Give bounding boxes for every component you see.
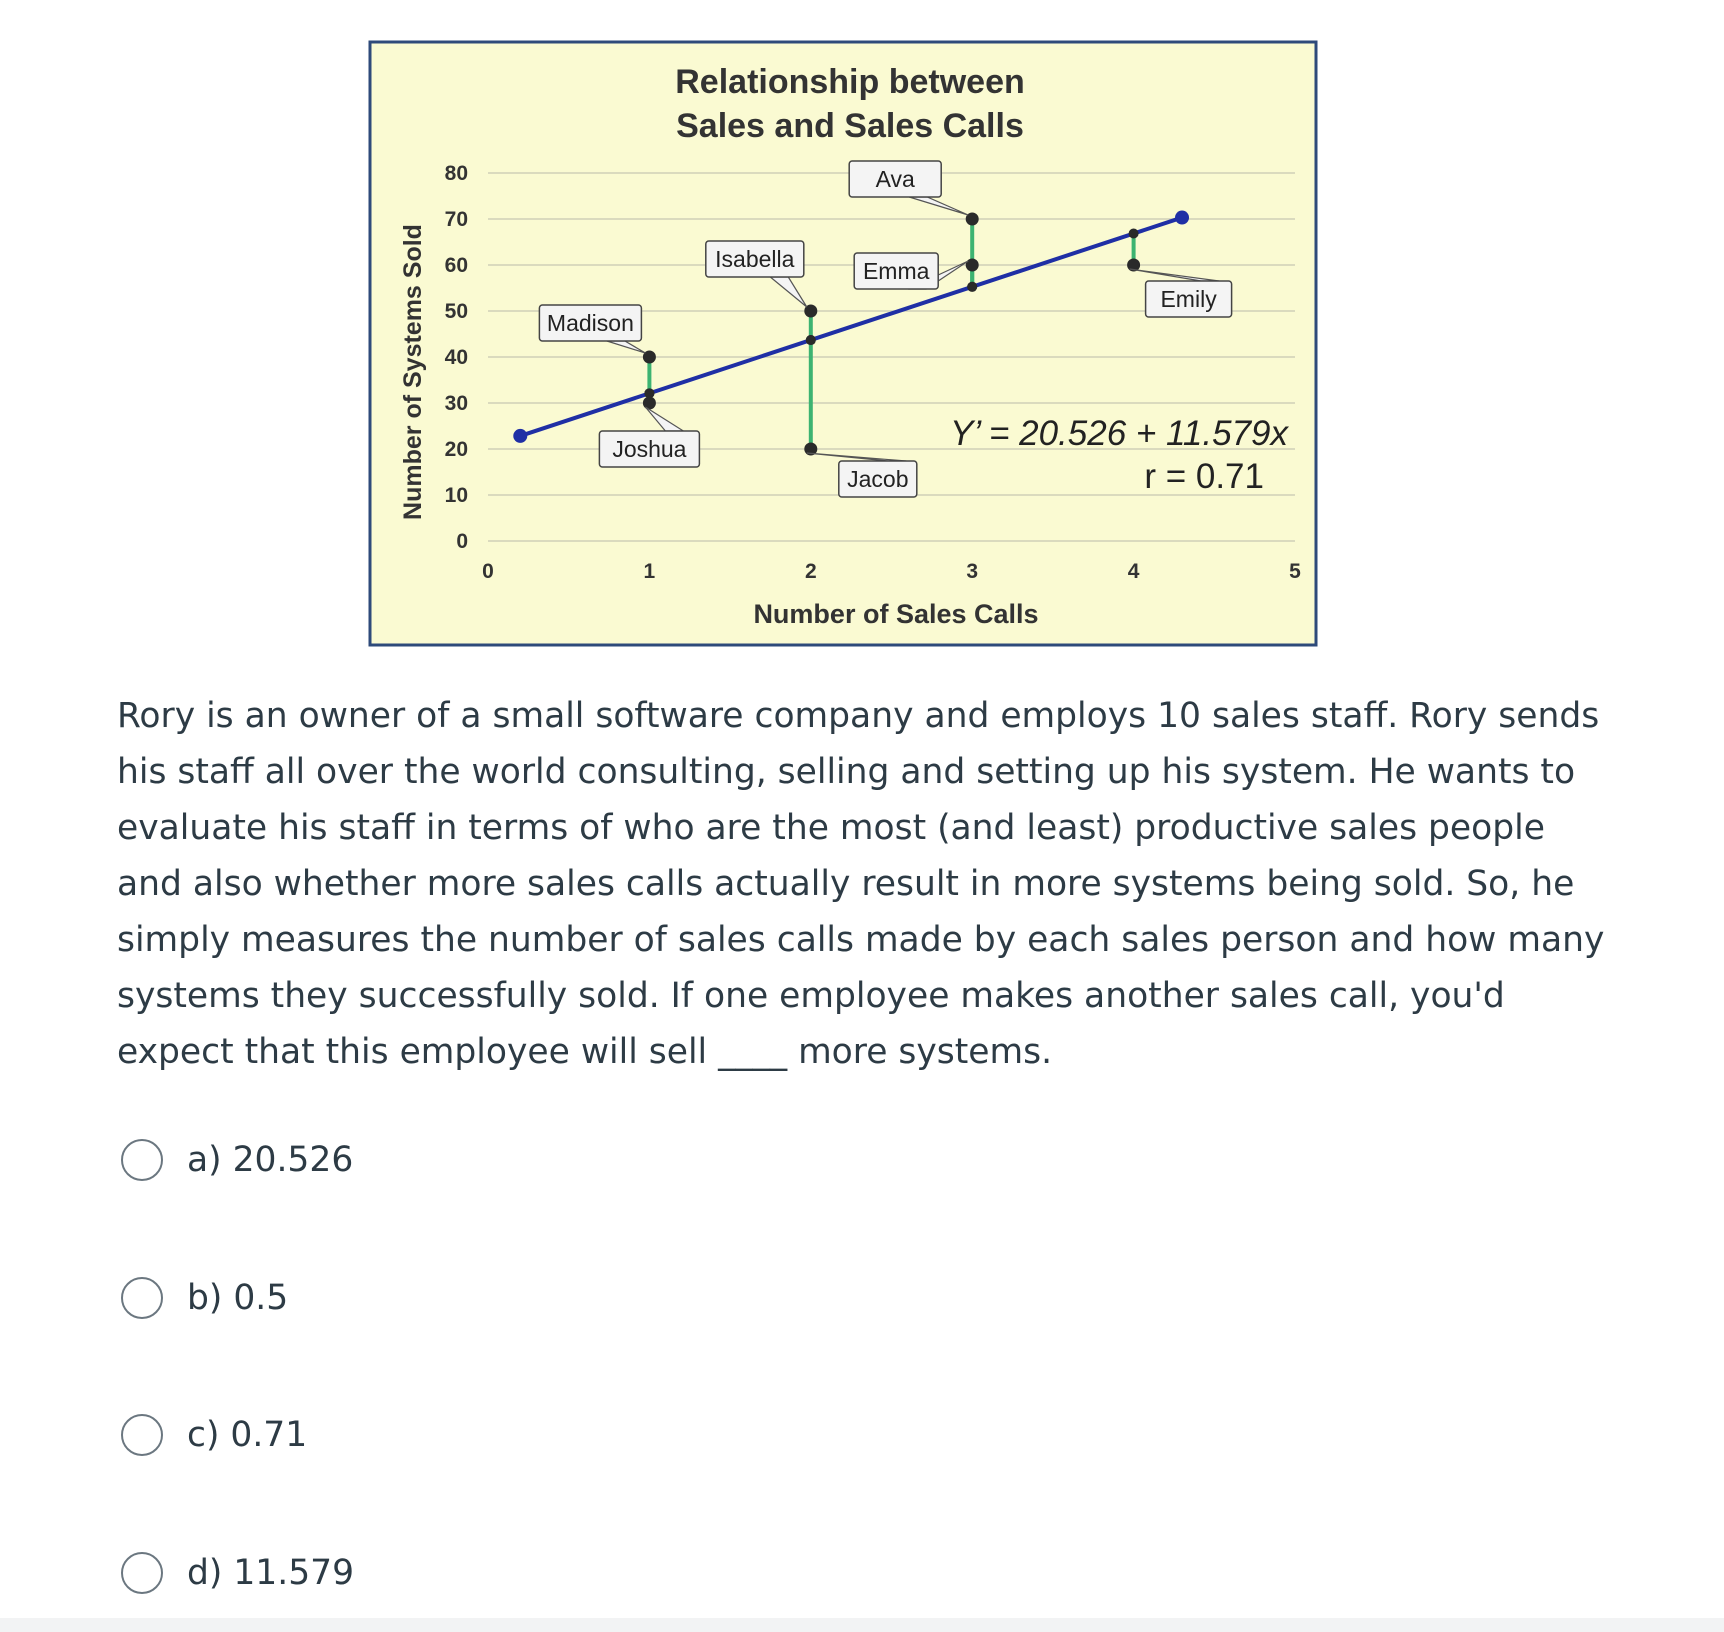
y-tick-label: 80 [444,162,468,185]
bottom-scroll-edge [0,1618,1724,1632]
question-body: Rory is an owner of a small software company and employs 10 sales staff. Rory sends his staff all over the world consulting, selling and setting up his system. He wants to evaluate his staff in terms of who are the most (and least) productive sales people and also whether more sales calls actually result in more systems being sold. So, he simply measures the number of sales calls made by each sales person and how many systems they successfully sold. If one employee makes another sales call, you'd expect that this employee will sell [117,696,1605,1072]
radio-button[interactable] [121,1277,163,1319]
callout-label: Madison [546,310,634,336]
question-tail: more systems. [798,1032,1053,1072]
answer-option-c[interactable] [121,1410,621,1460]
callout-label: Joshua [612,436,687,462]
radio-button[interactable] [121,1414,163,1456]
answer-option-a[interactable] [121,1135,621,1185]
callout-label: Emily [1160,286,1217,312]
regression-endpoint [1175,211,1189,225]
data-point [966,259,979,272]
chart-title-line: Sales and Sales Calls [676,107,1024,145]
answer-label: a) 20.526 [187,1140,354,1180]
x-tick-label: 3 [966,560,979,583]
question-text [117,688,1617,1080]
callout-label: Emma [862,258,930,284]
y-tick-label: 60 [444,254,468,277]
y-axis-label: Number of Systems Sold [399,224,427,520]
answer-label: b) 0.5 [187,1278,289,1318]
answer-option-b[interactable] [121,1273,621,1323]
question-blank: ____ [718,1032,788,1072]
regression-endpoint [513,429,527,443]
callout-label: Jacob [847,466,909,492]
fit-point [644,388,654,398]
scatter-chart [368,40,1318,647]
callout-label: Isabella [715,246,795,272]
chart-title-line: Relationship between [675,63,1025,101]
radio-button[interactable] [121,1552,163,1594]
radio-button[interactable] [121,1139,163,1181]
x-tick-label: 1 [643,560,656,583]
y-tick-label: 10 [444,484,468,507]
fit-point [1129,229,1139,239]
data-point [643,397,656,410]
x-tick-label: 0 [482,560,494,583]
y-tick-label: 30 [444,392,468,415]
regression-equation: Y’ = 20.526 + 11.579x [950,414,1288,453]
y-tick-label: 40 [444,346,468,369]
x-tick-label: 4 [1127,560,1140,583]
answer-option-d[interactable] [121,1548,621,1598]
fit-point [806,335,816,345]
y-tick-label: 20 [444,438,468,461]
answer-label: d) 11.579 [187,1553,355,1593]
fit-point [967,282,977,292]
y-tick-label: 50 [444,300,468,323]
x-tick-label: 5 [1289,560,1301,583]
callout-label: Ava [875,166,915,192]
x-tick-label: 2 [804,560,817,583]
chart-svg [368,40,1318,647]
y-tick-label: 0 [456,530,468,553]
correlation-label: r = 0.71 [1144,457,1264,496]
y-tick-label: 70 [444,208,468,231]
answer-label: c) 0.71 [187,1415,308,1455]
x-axis-label: Number of Sales Calls [753,599,1039,629]
